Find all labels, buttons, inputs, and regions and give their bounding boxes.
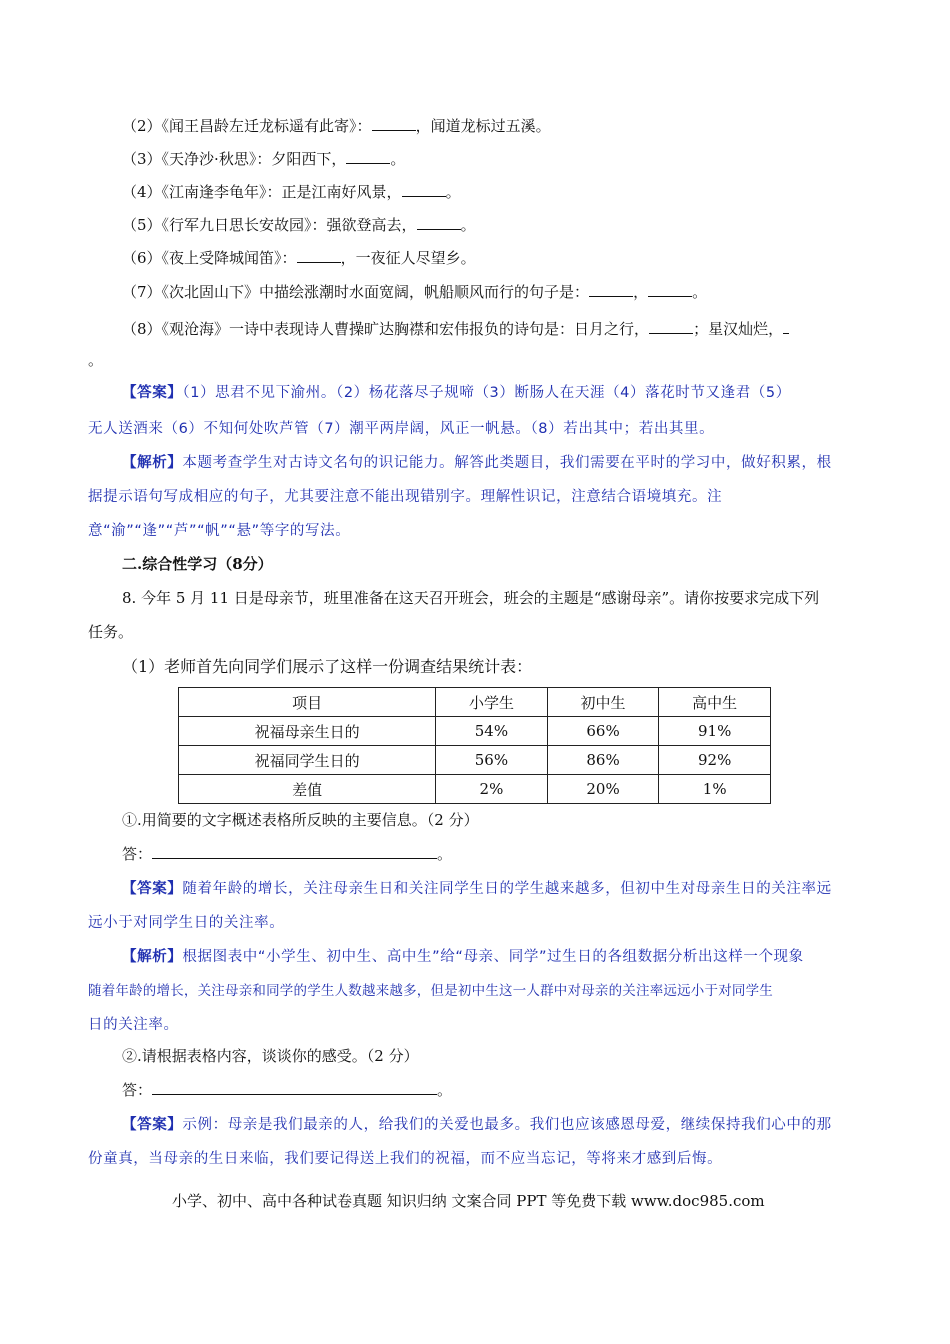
- answer-line-1: 答： 。: [122, 845, 453, 863]
- table-row: [179, 717, 771, 746]
- question-8-sub-1: （1）老师首先向同学们展示了这样一份调查结果统计表：: [122, 657, 533, 676]
- table-header-cell: 项目: [179, 688, 436, 717]
- question-8-line-1: 8. 今年 5 月 11 日是母亲节，班里准备在这天召开班会，班会的主题是“感谢母亲”。请你按要求完成下列: [122, 589, 820, 607]
- poetry-item-7: （7）《次北固山下》中描绘涨潮时水面宽阔，帆船顺风而行的句子是： ， 。: [122, 283, 708, 301]
- section-title: 二.综合性学习（8分）: [122, 555, 273, 573]
- fill-blank[interactable]: [346, 148, 390, 164]
- fill-blank[interactable]: [297, 247, 341, 263]
- analysis-1-line-3: 意“渝”“逢”“芦”“帆”“悬”等字的写法。: [88, 523, 351, 539]
- answer-2-line-2: 远小于对同学生日的关注率。: [88, 915, 285, 931]
- fill-blank[interactable]: [783, 318, 789, 334]
- answer-1-line-2: 无人送酒来（6）不知何处吹芦管（7）潮平两岸阔，风正一帆悬。（8）若出其中；若出其里。: [88, 421, 715, 437]
- answer-3-line-1: 【答案】示例：母亲是我们最亲的人，给我们的关爱也最多。我们也应该感恩母爱，继续保持我们心中的那: [122, 1117, 832, 1133]
- fill-blank[interactable]: [648, 281, 692, 297]
- fill-blank[interactable]: [417, 214, 461, 230]
- table-row: [179, 746, 771, 775]
- table-cell: 91%: [659, 717, 771, 746]
- poetry-item-4: （4）《江南逢李龟年》：正是江南好风景， 。: [122, 183, 461, 201]
- fill-blank[interactable]: [402, 181, 446, 197]
- table-cell: 差值: [179, 775, 436, 804]
- table-header-row: [179, 688, 771, 717]
- question-8-line-2: 任务。: [88, 623, 134, 641]
- table-cell: 54%: [436, 717, 548, 746]
- fill-blank[interactable]: [649, 318, 693, 334]
- table-cell: 92%: [659, 746, 771, 775]
- table-cell: 66%: [547, 717, 659, 746]
- poetry-item-5: （5）《行军九日思长安故园》：强欲登高去， 。: [122, 216, 476, 234]
- answer-2-line-1: 【答案】随着年龄的增长，关注母亲生日和关注同学生日的学生越来越多，但初中生对母亲生日的关注率远: [122, 881, 832, 897]
- survey-table: [178, 687, 771, 804]
- table-cell: 56%: [436, 746, 548, 775]
- analysis-2-line-3: 日的关注率。: [88, 1017, 179, 1033]
- page-footer: 小学、初中、高中各种试卷真题 知识归纳 文案合同 PPT 等免费下载 www.doc985.com: [172, 1192, 765, 1210]
- table-cell: 86%: [547, 746, 659, 775]
- table-cell: 2%: [436, 775, 548, 804]
- fill-blank[interactable]: [589, 281, 633, 297]
- table-cell: 祝福母亲生日的: [179, 717, 436, 746]
- answer-1-line-1: 【答案】（1）思君不见下渝州。（2）杨花落尽子规啼（3）断肠人在天涯（4）落花时节又逢君（5）: [122, 385, 791, 401]
- answer-3-line-2: 份童真，当母亲的生日来临，我们要记得送上我们的祝福，而不应当忘记，等将来才感到后悔。: [88, 1151, 723, 1167]
- table-header-cell: 小学生: [436, 688, 548, 717]
- poetry-item-6: （6）《夜上受降城闻笛》： ，一夜征人尽望乡。: [122, 249, 476, 267]
- poetry-item-2: （2）《闻王昌龄左迁龙标遥有此寄》： ，闻道龙标过五溪。: [122, 117, 551, 135]
- poetry-item-8: （8）《观沧海》一诗中表现诗人曹操旷达胸襟和宏伟报负的诗句是：日月之行， ；星汉灿烂，: [122, 318, 789, 340]
- answer-input[interactable]: [152, 1079, 437, 1095]
- sub-question-2: ②.请根据表格内容，谈谈你的感受。（2 分）: [122, 1047, 419, 1065]
- poetry-item-3: （3）《天净沙·秋思》：夕阳西下， 。: [122, 150, 406, 168]
- fill-blank[interactable]: [372, 115, 416, 131]
- table-cell: 祝福同学生日的: [179, 746, 436, 775]
- analysis-1-line-2: 据提示语句写成相应的句子，尤其要注意不能出现错别字。理解性识记，注意结合语境填充。注: [88, 489, 723, 505]
- answer-input[interactable]: [152, 843, 437, 859]
- analysis-2-line-2: 随着年龄的增长，关注母亲和同学的学生人数越来越多，但是初中生这一人群中对母亲的关注率远远小于对同学生: [88, 983, 773, 999]
- analysis-1-line-1: 【解析】本题考查学生对古诗文名句的识记能力。解答此类题目，我们需要在平时的学习中，做好积累，根: [122, 455, 832, 471]
- table-header-cell: 高中生: [659, 688, 771, 717]
- answer-line-2: 答： 。: [122, 1081, 453, 1099]
- poetry-item-8-end: 。: [88, 351, 104, 369]
- analysis-2-line-1: 【解析】根据图表中“小学生、初中生、高中生”给“母亲、同学”过生日的各组数据分析出这样一个现象: [122, 949, 804, 965]
- table-header-cell: 初中生: [547, 688, 659, 717]
- table-cell: 1%: [659, 775, 771, 804]
- table-cell: 20%: [547, 775, 659, 804]
- sub-question-1: ①.用简要的文字概述表格所反映的主要信息。（2 分）: [122, 811, 479, 829]
- table-row: [179, 775, 771, 804]
